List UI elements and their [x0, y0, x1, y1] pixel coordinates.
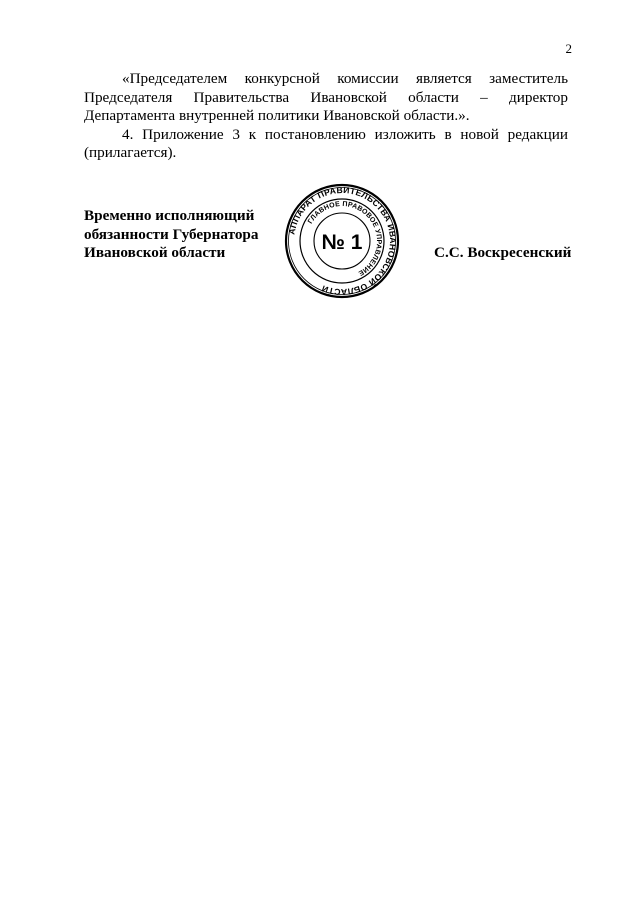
paragraph-chairman: «Председателем конкурсной комиссии является заместитель Председателя Правительства Ивановской области – директор Департамента внутренней политики Ивановской области.». — [84, 70, 568, 125]
seal-inner-text: ГЛАВНОЕ ПРАВОВОЕ УПРАВЛЕНИЕ — [307, 200, 383, 277]
page-number: 2 — [565, 41, 572, 56]
signatory-position — [84, 207, 274, 263]
signatory-position-line: Временно исполняющий — [84, 207, 255, 224]
signatory-name: С.С. Воскресенский — [434, 244, 572, 261]
signatory-position-line: Ивановской области — [84, 244, 226, 262]
seal-center-text: № 1 — [321, 231, 363, 254]
seal-stamp-graphic — [284, 183, 400, 299]
official-seal — [284, 183, 400, 299]
paragraph-appendix: 4. Приложение 3 к постановлению изложить в новой редакции (прилагается). — [84, 125, 568, 162]
document-body — [84, 70, 568, 163]
seal-outer-text: АППАРАТ ПРАВИТЕЛЬСТВА ИВАНОВСКОЙ ОБЛАСТИ — [286, 184, 399, 298]
signatory-position-line: обязанности Губернатора — [84, 225, 259, 243]
